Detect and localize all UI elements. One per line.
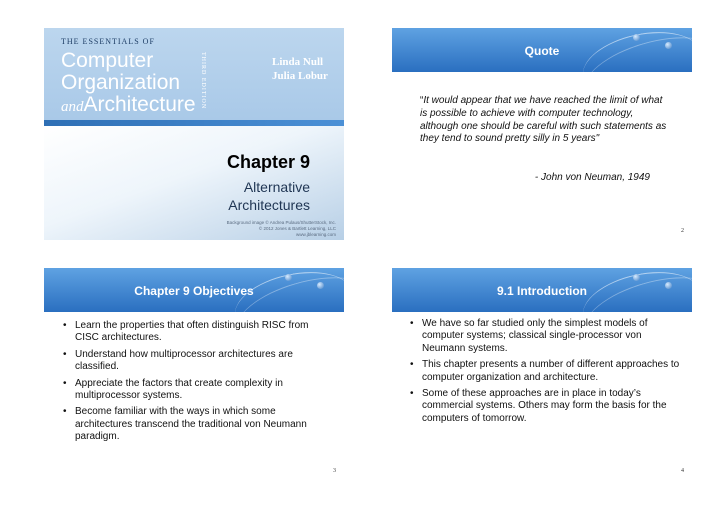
- title-slide: [44, 28, 344, 240]
- slide-title: Quote: [524, 44, 560, 58]
- slide-header: [392, 28, 692, 72]
- slide-header: [44, 268, 344, 312]
- slide-header: [392, 268, 692, 312]
- list-item: • Appreciate the factors that create complexity in multiprocessor systems.: [63, 378, 333, 403]
- image-credit: [44, 220, 336, 238]
- list-item: • Understand how multiprocessor architectures are classified.: [63, 349, 333, 374]
- decor-orb: [633, 274, 640, 281]
- objectives-list: [63, 320, 333, 448]
- chapter-number: Chapter 9: [226, 152, 310, 172]
- list-item: • This chapter presents a number of different approaches to computer organization and architecture.: [410, 359, 682, 384]
- decor-orb: [285, 274, 292, 281]
- chapter-name: [44, 178, 310, 214]
- author-1: Linda Null: [272, 56, 324, 68]
- edition-label: THIRD EDITION: [200, 52, 206, 110]
- list-item: • Learn the properties that often distinguish RISC from CISC architectures.: [63, 320, 333, 345]
- series-label: THE ESSENTIALS OF: [61, 37, 155, 46]
- page-number: 4: [681, 468, 684, 474]
- quote-slide: [392, 28, 692, 240]
- quote-body: It would appear that we have reached the limit of what is possible to achieve with computer technology, although one should be careful with such statements as they tend to sound pretty silly in 5 years": [420, 95, 667, 145]
- objectives-slide: [44, 268, 344, 480]
- slide-title: Chapter 9 Objectives: [134, 284, 254, 298]
- book-title-line3: [61, 94, 196, 118]
- credit-line1: Background image © Andrea Pulaus/ShutterStock, Inc.: [226, 220, 336, 225]
- quote-open-mark: “: [420, 95, 424, 106]
- decor-orb: [633, 34, 640, 41]
- author-2: Julia Lobur: [272, 70, 328, 82]
- quote-text: [420, 95, 670, 146]
- introduction-list: [410, 318, 682, 429]
- book-title-architecture: Architecture: [83, 93, 196, 116]
- list-item: • We have so far studied only the simplest models of computer systems; classical single-processor von Neumann systems.: [410, 318, 682, 355]
- chapter-name-line2: Architectures: [228, 197, 310, 213]
- introduction-slide: [392, 268, 692, 480]
- chapter-name-line1: Alternative: [243, 179, 310, 195]
- page-number: 3: [333, 468, 336, 474]
- book-title-line2: Organization: [61, 71, 181, 94]
- credit-line3: www.jblearning.com: [295, 232, 336, 237]
- book-title-and: and: [61, 99, 84, 115]
- slide-title: 9.1 Introduction: [497, 284, 587, 298]
- quote-attribution: - John von Neuman, 1949: [534, 172, 650, 183]
- page-number: 2: [681, 228, 684, 234]
- credit-line2: © 2012 Jones & Bartlett Learning, LLC: [258, 226, 336, 231]
- list-item: • Become familiar with the ways in which some architectures transcend the traditional von Neumann paradigm.: [63, 406, 333, 443]
- list-item: • Some of these approaches are in place in today’s commercial systems. Others may form the basis for the computers of tomorrow.: [410, 388, 682, 425]
- book-title-line1: Computer: [61, 49, 154, 72]
